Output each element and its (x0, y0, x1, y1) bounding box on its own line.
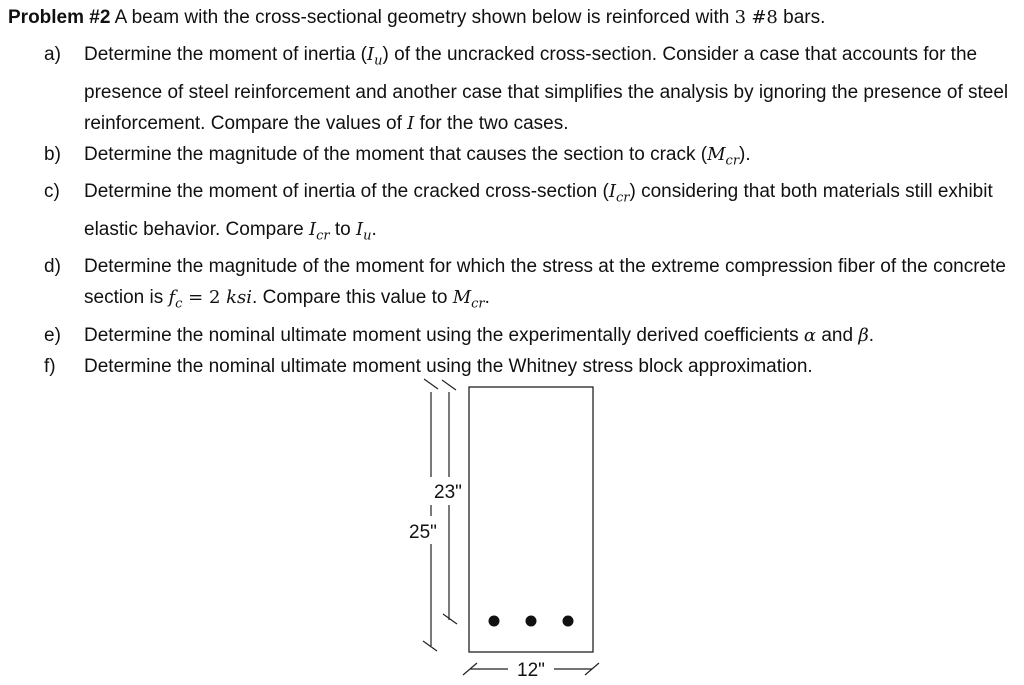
task-label: f) (44, 355, 56, 377)
effective-depth-bottom-tick (443, 614, 457, 624)
effective-depth-top-tick (442, 380, 456, 390)
task-text-part: . (484, 287, 490, 309)
task-label: c) (44, 181, 60, 203)
statement-pre: A beam with the cross-sectional geometry shown below is reinforced with (114, 7, 735, 28)
task-text-part: Determine the moment of inertia of the cracked cross-section ( (84, 181, 609, 203)
beam-section-outline (469, 387, 593, 652)
effective-depth-label: 23" (434, 482, 462, 503)
task-text-part: ). (739, 143, 751, 165)
rebar (489, 616, 500, 627)
symbol-i-cr: $I_{cr}$ (608, 181, 630, 206)
task-text-part: ) of the uncracked cross-section. Consider a case that accounts for the presence of steel reinforcement and another case that simplifies the analysis by ignoring the presence of steel reinforcement. Compare the values of (84, 44, 1009, 134)
task-text-part: Determine the magnitude of the moment for which the stress at the extreme compression fiber of the concrete section is (84, 256, 1006, 309)
task-text-part: to (329, 218, 356, 240)
task-text-part: . (868, 324, 875, 346)
task-label: e) (44, 324, 61, 346)
task-label: b) (44, 143, 61, 165)
symbol-m-cr: $M_{cr}$ (452, 287, 485, 312)
symbol-i-u: $I_u$ (367, 44, 383, 69)
bar-count: 3 (734, 7, 747, 28)
total-depth-bottom-tick (423, 641, 437, 651)
task-text-part: Determine the nominal ultimate moment using the Whitney stress block approximation. (84, 355, 813, 377)
problem-number: Problem #2 (8, 7, 111, 28)
task-text-part: . Compare this value to (252, 287, 453, 309)
task-text-part: . (371, 218, 377, 240)
symbol-i: I (407, 112, 415, 134)
symbol-alpha: α (803, 324, 817, 346)
equals-value: = 2 (182, 287, 227, 309)
task-text-part: Determine the moment of inertia ( (84, 44, 368, 65)
unit-ksi: ksi (226, 287, 253, 309)
rebar (563, 616, 574, 627)
task-text-part: Determine the nominal ultimate moment using the experimentally derived coefficients (84, 324, 804, 346)
symbol-beta: β (858, 324, 869, 346)
symbol-i-cr: $I_{cr}$ (308, 218, 330, 244)
task-label: d) (44, 256, 61, 278)
symbol-f-c: $f_c$ (168, 287, 183, 312)
task-text-part: and (816, 324, 859, 346)
task-text-part: Determine the magnitude of the moment that causes the section to crack ( (84, 143, 708, 165)
bar-size: #8 (751, 7, 778, 28)
total-depth-label: 25" (409, 522, 437, 543)
rebar (526, 616, 537, 627)
statement-post: bars. (777, 7, 826, 28)
width-label: 12" (517, 660, 545, 681)
symbol-m-cr: $M_{cr}$ (707, 143, 740, 169)
task-label: a) (44, 44, 61, 65)
total-depth-top-tick (424, 379, 438, 389)
symbol-i-u: $I_u$ (355, 218, 372, 244)
task-text-part: ) considering that both materials still exhibit elastic behavior. Compare (84, 181, 993, 240)
task-text-part: for the two cases. (414, 112, 569, 134)
reinforcement-bars (489, 616, 574, 627)
